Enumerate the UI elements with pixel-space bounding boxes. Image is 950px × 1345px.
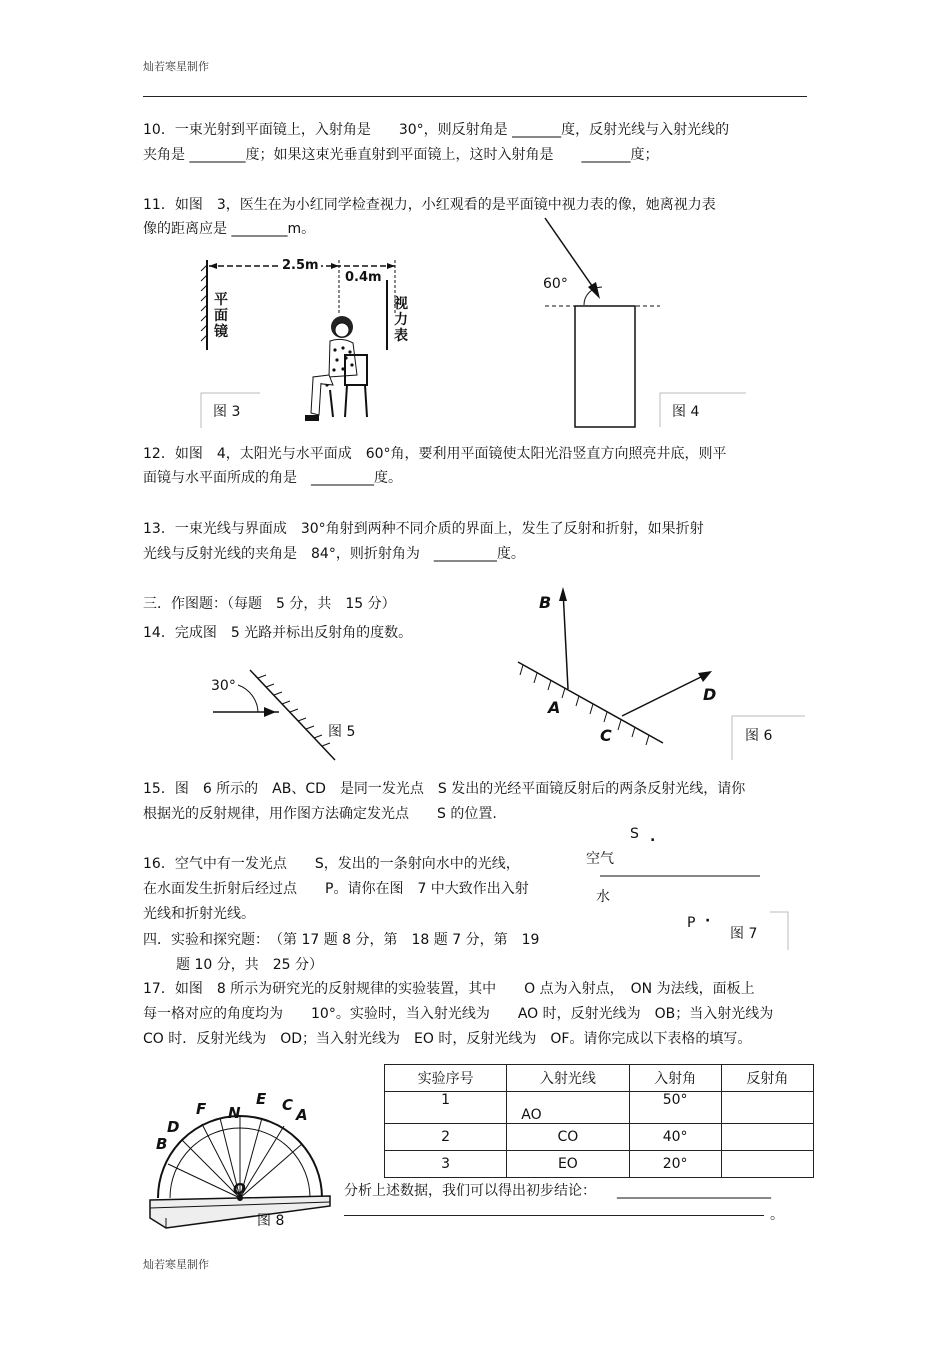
figure-8-label-b: B xyxy=(156,1135,168,1153)
figure-4-diagram xyxy=(540,215,750,430)
table-cell-reflection-input[interactable] xyxy=(721,1124,813,1151)
q13-line2: 光线与反射光线的夹角是 84°，则折射角为 _________度。 xyxy=(143,546,525,562)
figure-8-label-n: N xyxy=(228,1104,241,1122)
page-header: 灿若寒星制作 xyxy=(143,60,209,73)
figure-3-distance-chart: 0.4m xyxy=(345,270,382,285)
figure-7-point-s: S xyxy=(630,826,639,842)
q16-line3: 光线和折射光线。 xyxy=(143,906,255,922)
results-table xyxy=(384,1064,814,1178)
figure-7-water-label: 水 xyxy=(596,889,610,905)
figure-7-air-label: 空气 xyxy=(586,851,614,867)
table-row xyxy=(385,1092,814,1124)
q13-line1: 13．一束光线与界面成 30°角射到两种不同介质的界面上，发生了反射和折射，如果折射 xyxy=(143,521,704,537)
q17-line1: 17．如图 8 所示为研究光的反射规律的实验装置，其中 O 点为入射点， ON 为法线，面板上 xyxy=(143,981,755,997)
figure-6-label-b: B xyxy=(539,593,552,612)
figure-3-caption-box xyxy=(200,392,260,428)
q10-line2: 夹角是 ________度；如果这束光垂直射到平面镜上，这时入射角是 _______度； xyxy=(143,147,659,163)
figure-7-point-p: P xyxy=(687,915,696,931)
q12-line2: 面镜与水平面所成的角是 _________度。 xyxy=(143,470,402,486)
figure-4-caption: 图 4 xyxy=(672,404,700,420)
figure-5-angle-label: 30° xyxy=(211,678,236,694)
table-header: 实验序号 xyxy=(385,1065,507,1092)
figure-3-distance-mirror: 2.5m xyxy=(282,258,319,273)
figure-7-point-p-dot: · xyxy=(705,913,711,929)
q14-text: 14．完成图 5 光路并标出反射角的度数。 xyxy=(143,625,413,641)
figure-7-caption: 图 7 xyxy=(730,926,758,942)
figure-6-caption: 图 6 xyxy=(745,728,773,744)
q11-line2: 像的距离应是 ________m。 xyxy=(143,221,316,237)
section-4-heading-line2: 题 10 分，共 25 分） xyxy=(176,957,323,973)
figure-8-label-d: D xyxy=(167,1118,180,1136)
table-header: 反射角 xyxy=(721,1065,813,1092)
section-3-heading: 三．作图题：（每题 5 分，共 15 分） xyxy=(143,596,396,612)
q15-line1: 15．图 6 所示的 AB、CD 是同一发光点 S 发出的光经平面镜反射后的两条反射光线，请你 xyxy=(143,781,746,797)
table-cell-ray: AO xyxy=(507,1092,629,1124)
figure-8-caption: 图 8 xyxy=(257,1213,285,1229)
q17-line3: CO 时．反射光线为 OD；当入射光线为 EO 时，反射光线为 OF。请你完成以下表格的填写。 xyxy=(143,1031,752,1047)
q10-line1: 10．一束光射到平面镜上，入射角是 30°，则反射角是 _______度，反射光线与入射光线的 xyxy=(143,122,730,138)
figure-8-label-o: O xyxy=(233,1180,246,1198)
figure-7-point-s-dot: . xyxy=(650,829,656,845)
figure-6-label-d: D xyxy=(703,685,717,704)
conclusion-line1: 分析上述数据，我们可以得出初步结论： ______________________ xyxy=(344,1183,771,1199)
table-cell-angle: 50° xyxy=(629,1092,721,1124)
figure-3-chart-label: 视力表 xyxy=(394,296,408,344)
page-footer: 灿若寒星制作 xyxy=(143,1258,209,1271)
figure-8-label-f: F xyxy=(196,1100,207,1118)
header-rule xyxy=(143,96,807,97)
figure-8-label-e: E xyxy=(256,1090,267,1108)
table-header: 入射光线 xyxy=(507,1065,629,1092)
figure-6-label-a: A xyxy=(548,698,561,717)
figure-4-angle-label: 60° xyxy=(543,276,568,292)
figure-7-interface xyxy=(600,872,790,952)
table-row xyxy=(385,1124,814,1151)
figure-8-label-a: A xyxy=(296,1106,308,1124)
figure-3-mirror-label: 平面镜 xyxy=(214,292,228,340)
table-cell-number: 2 xyxy=(385,1124,507,1151)
figure-6-label-c: C xyxy=(600,726,612,745)
table-cell-number: 3 xyxy=(385,1151,507,1178)
section-4-heading-line1: 四．实验和探究题： （第 17 题 8 分，第 18 题 7 分，第 19 xyxy=(143,932,540,948)
table-cell-ray: EO xyxy=(507,1151,629,1178)
table-cell-reflection-input[interactable] xyxy=(721,1151,813,1178)
conclusion-blank-line[interactable] xyxy=(344,1215,764,1216)
table-cell-reflection-input[interactable] xyxy=(721,1092,813,1124)
figure-3-caption: 图 3 xyxy=(213,404,241,420)
table-header: 入射角 xyxy=(629,1065,721,1092)
table-cell-angle: 40° xyxy=(629,1124,721,1151)
q16-line1: 16．空气中有一发光点 S，发出的一条射向水中的光线， xyxy=(143,856,520,872)
table-cell-number: 1 xyxy=(385,1092,507,1124)
q11-line1: 11．如图 3，医生在为小红同学检查视力，小红观看的是平面镜中视力表的像，她离视力表 xyxy=(143,197,716,213)
table-row xyxy=(385,1151,814,1178)
q17-line2: 每一格对应的角度均为 10°。实验时，当入射光线为 AO 时，反射光线为 OB；当入射光线为 xyxy=(143,1006,774,1022)
table-cell-angle: 20° xyxy=(629,1151,721,1178)
q12-line1: 12．如图 4，太阳光与水平面成 60°角，要利用平面镜使太阳光沿竖直方向照亮井底，则平 xyxy=(143,446,727,462)
table-cell-ray: CO xyxy=(507,1124,629,1151)
figure-8-label-c: C xyxy=(282,1096,294,1114)
table-header-row xyxy=(385,1065,814,1092)
figure-5-caption: 图 5 xyxy=(328,724,356,740)
q16-line2: 在水面发生折射后经过点 P。请你在图 7 中大致作出入射 xyxy=(143,881,529,897)
conclusion-end: 。 xyxy=(770,1207,784,1223)
q15-line2: 根据光的反射规律，用作图方法确定发光点 S 的位置. xyxy=(143,806,497,822)
